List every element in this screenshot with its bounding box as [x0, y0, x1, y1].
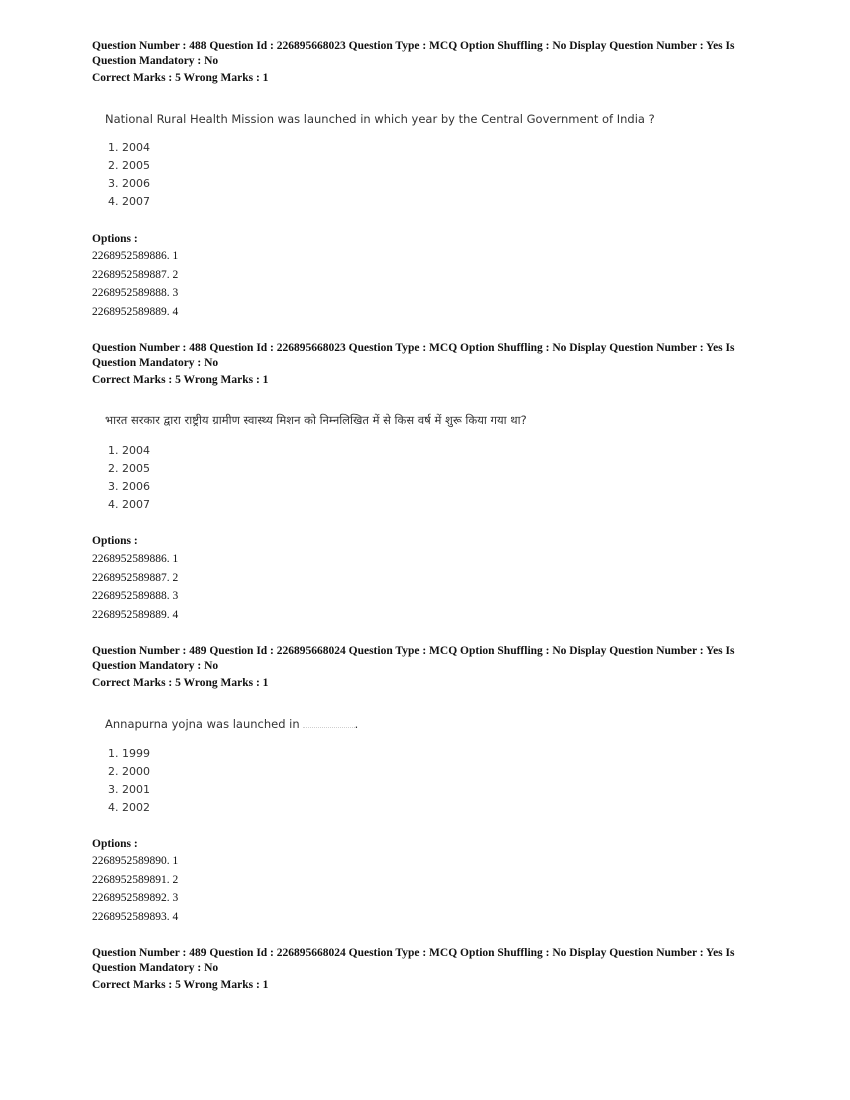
question-header — [92, 946, 772, 993]
question-meta-line: Question Number : 489 Question Id : 226895668024 Question Type : MCQ Option Shuffling : No Display Question Number : Yes Is — [92, 947, 735, 959]
question-text: National Rural Health Mission was launched in which year by the Central Government of India ? — [105, 112, 655, 126]
options-list — [92, 852, 178, 926]
answer-choice: 1. 1999 — [108, 747, 150, 760]
question-mandatory: Question Mandatory : No — [92, 962, 219, 974]
question-text-main: Annapurna yojna was launched in — [105, 717, 300, 731]
options-title: Options : — [92, 838, 138, 850]
option-id: 2268952589892. 3 — [92, 892, 179, 904]
answer-choice: 3. 2001 — [108, 783, 150, 796]
options-list — [92, 247, 178, 321]
option-id: 2268952589887. 2 — [92, 571, 179, 584]
question-header — [92, 341, 772, 388]
answer-choices — [108, 745, 150, 817]
answer-choice: 4. 2007 — [108, 498, 150, 511]
option-id: 2268952589893. 4 — [92, 910, 179, 923]
answer-choice: 3. 2006 — [108, 177, 150, 190]
option-id: 2268952589889. 4 — [92, 608, 179, 621]
question-text-suffix: . — [354, 717, 359, 731]
option-id: 2268952589889. 4 — [92, 305, 179, 318]
question-mandatory: Question Mandatory : No — [92, 357, 219, 369]
answer-choice: 3. 2006 — [108, 480, 150, 493]
question-header — [92, 644, 772, 691]
question-mandatory: Question Mandatory : No — [92, 55, 219, 67]
question-text — [105, 717, 358, 731]
question-text: भारत सरकार द्वारा राष्ट्रीय ग्रामीण स्वास्थ्य मिशन को निम्नलिखित में से किस वर्ष में शुरू किया गया था? — [105, 413, 527, 427]
answer-choice: 4. 2002 — [108, 801, 150, 814]
option-id: 2268952589891. 2 — [92, 873, 179, 886]
question-meta-line: Question Number : 488 Question Id : 226895668023 Question Type : MCQ Option Shuffling : No Display Question Number : Yes Is — [92, 40, 735, 52]
question-meta-line: Question Number : 489 Question Id : 226895668024 Question Type : MCQ Option Shuffling : No Display Question Number : Yes Is — [92, 645, 735, 657]
option-id: 2268952589888. 3 — [92, 287, 179, 299]
fill-in-blank — [303, 719, 355, 728]
answer-choice: 1. 2004 — [108, 444, 150, 457]
question-marks: Correct Marks : 5 Wrong Marks : 1 — [92, 978, 269, 991]
question-header — [92, 39, 772, 86]
answer-choice: 2. 2000 — [108, 765, 150, 778]
question-marks: Correct Marks : 5 Wrong Marks : 1 — [92, 373, 269, 386]
option-id: 2268952589886. 1 — [92, 553, 179, 565]
answer-choice: 2. 2005 — [108, 159, 150, 172]
question-mandatory: Question Mandatory : No — [92, 660, 219, 672]
question-marks: Correct Marks : 5 Wrong Marks : 1 — [92, 71, 269, 84]
answer-choice: 1. 2004 — [108, 141, 150, 154]
options-title: Options : — [92, 233, 138, 245]
option-id: 2268952589890. 1 — [92, 855, 179, 867]
option-id: 2268952589888. 3 — [92, 590, 179, 602]
options-list — [92, 550, 178, 624]
answer-choice: 4. 2007 — [108, 195, 150, 208]
options-title: Options : — [92, 535, 138, 547]
option-id: 2268952589887. 2 — [92, 268, 179, 281]
answer-choices — [108, 139, 150, 211]
question-marks: Correct Marks : 5 Wrong Marks : 1 — [92, 676, 269, 689]
answer-choice: 2. 2005 — [108, 462, 150, 475]
answer-choices — [108, 442, 150, 514]
option-id: 2268952589886. 1 — [92, 250, 179, 262]
question-meta-line: Question Number : 488 Question Id : 226895668023 Question Type : MCQ Option Shuffling : No Display Question Number : Yes Is — [92, 342, 735, 354]
